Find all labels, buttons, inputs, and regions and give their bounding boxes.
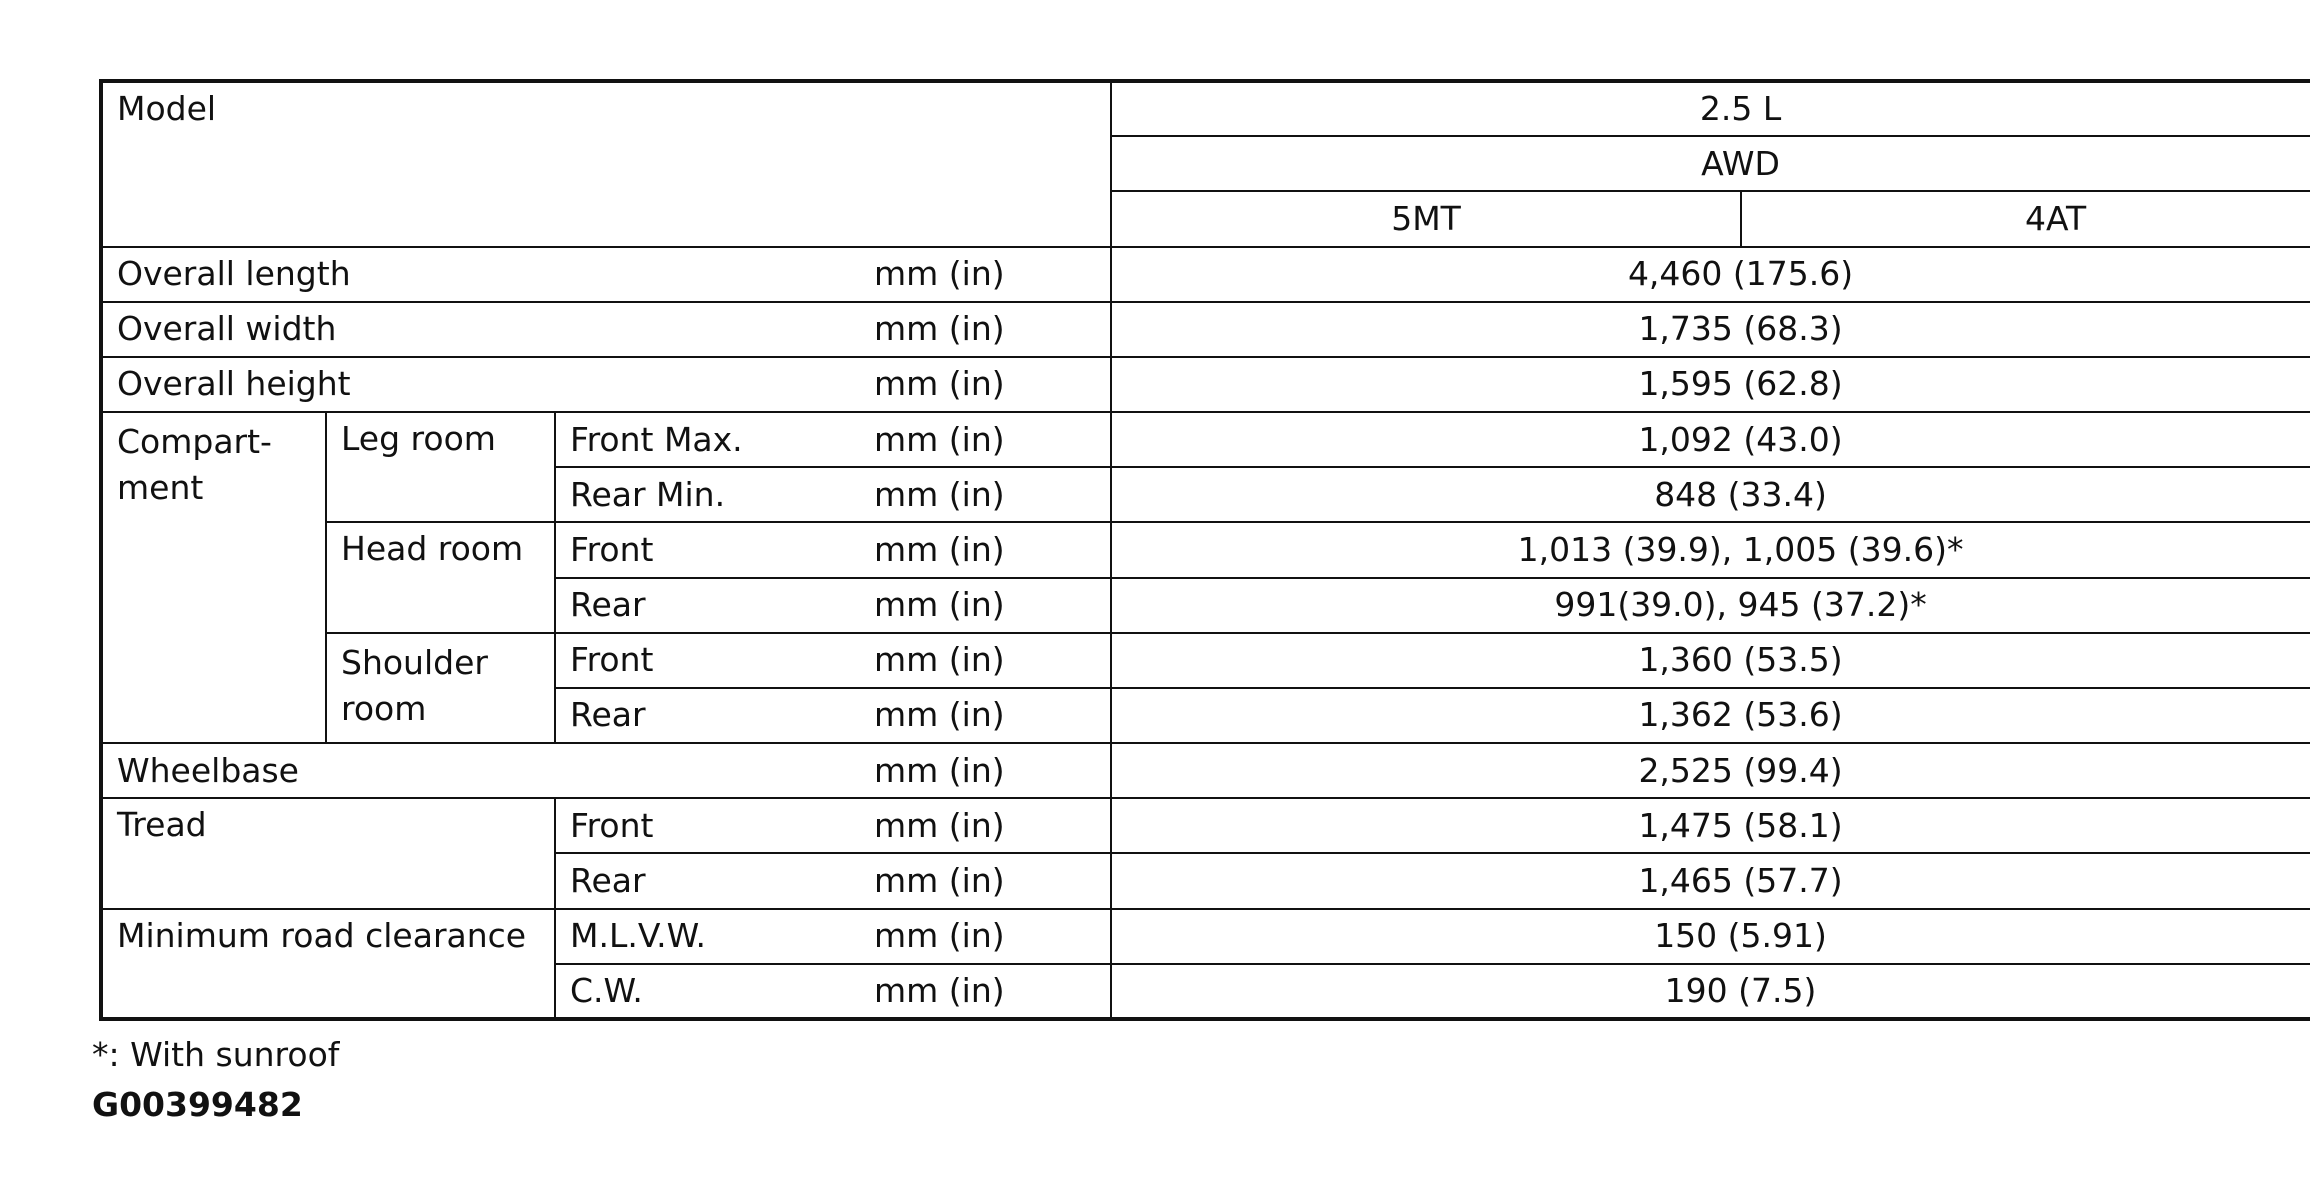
head-room-label: Head room: [326, 522, 555, 632]
figure-code: G00399482: [92, 1085, 303, 1124]
table-row: [101, 743, 2310, 798]
transmission-4at-header: 4AT: [1741, 191, 2310, 246]
unit-label: mm (in): [860, 798, 1111, 853]
sub-label: Front: [555, 522, 860, 577]
sub-label: Rear: [555, 688, 860, 743]
row-value: 1,360 (53.5): [1111, 633, 2310, 688]
sub-label: Front: [555, 798, 860, 853]
table-row: [101, 522, 2310, 577]
row-value: 1,092 (43.0): [1111, 412, 2310, 467]
model-label: Model: [101, 81, 1111, 247]
sub-label: Rear Min.: [555, 467, 860, 522]
row-value: 1,595 (62.8): [1111, 357, 2310, 412]
row-label: Overall width: [101, 302, 860, 357]
unit-label: mm (in): [860, 302, 1111, 357]
unit-label: mm (in): [860, 467, 1111, 522]
unit-label: mm (in): [860, 522, 1111, 577]
leg-room-label: Leg room: [326, 412, 555, 522]
unit-label: mm (in): [860, 688, 1111, 743]
row-value: 1,013 (39.9), 1,005 (39.6)*: [1111, 522, 2310, 577]
row-value: 190 (7.5): [1111, 964, 2310, 1019]
compartment-label: Compart- ment: [101, 412, 326, 743]
row-value: 1,475 (58.1): [1111, 798, 2310, 853]
row-label: Wheelbase: [101, 743, 860, 798]
table-row: [101, 357, 2310, 412]
sub-label: Rear: [555, 578, 860, 633]
table-row: [101, 302, 2310, 357]
row-label: Overall length: [101, 247, 860, 302]
engine-header: 2.5 L: [1111, 81, 2310, 136]
row-value: 848 (33.4): [1111, 467, 2310, 522]
table-row: [101, 798, 2310, 853]
unit-label: mm (in): [860, 633, 1111, 688]
transmission-5mt-header: 5MT: [1111, 191, 1741, 246]
row-value: 4,460 (175.6): [1111, 247, 2310, 302]
sub-label: Rear: [555, 853, 860, 908]
dimensions-table: [99, 79, 2310, 1021]
row-value: 1,362 (53.6): [1111, 688, 2310, 743]
sub-label: C.W.: [555, 964, 860, 1019]
row-value: 1,735 (68.3): [1111, 302, 2310, 357]
row-value: 1,465 (57.7): [1111, 853, 2310, 908]
table-row: [101, 633, 2310, 688]
tread-label: Tread: [101, 798, 555, 908]
unit-label: mm (in): [860, 412, 1111, 467]
sub-label: Front: [555, 633, 860, 688]
unit-label: mm (in): [860, 853, 1111, 908]
unit-label: mm (in): [860, 247, 1111, 302]
row-value: 150 (5.91): [1111, 909, 2310, 964]
row-value: 2,525 (99.4): [1111, 743, 2310, 798]
unit-label: mm (in): [860, 743, 1111, 798]
table-row: [101, 909, 2310, 964]
unit-label: mm (in): [860, 964, 1111, 1019]
table-row: [101, 412, 2310, 467]
row-value: 991(39.0), 945 (37.2)*: [1111, 578, 2310, 633]
unit-label: mm (in): [860, 909, 1111, 964]
sub-label: Front Max.: [555, 412, 860, 467]
drive-header: AWD: [1111, 136, 2310, 191]
row-label: Overall height: [101, 357, 860, 412]
shoulder-room-label: Shoulder room: [326, 633, 555, 743]
min-clearance-label: Minimum road clearance: [101, 909, 555, 1019]
unit-label: mm (in): [860, 578, 1111, 633]
table-row: [101, 247, 2310, 302]
sub-label: M.L.V.W.: [555, 909, 860, 964]
unit-label: mm (in): [860, 357, 1111, 412]
footnote: *: With sunroof: [92, 1035, 340, 1074]
